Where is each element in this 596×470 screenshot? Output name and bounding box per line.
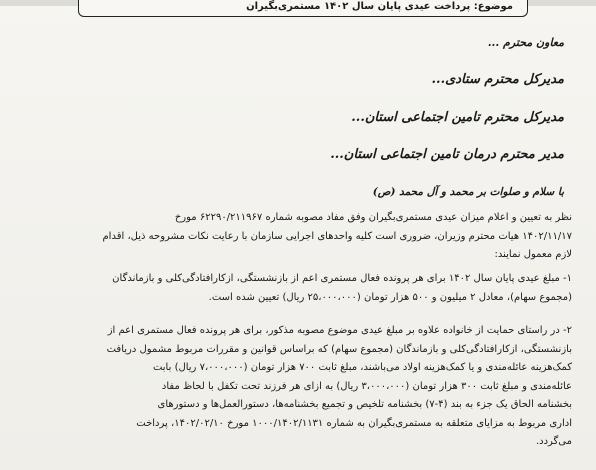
item-1-paragraph bbox=[24, 270, 572, 307]
text-line: (مجموع سهام)، معادل ۲ میلیون و ۵۰۰ هزار تومان (۲۵،۰۰۰،۰۰۰ ریال) تعیین شده است. bbox=[208, 291, 572, 303]
addressee-treatment-director: مدیر محترم درمان تامین اجتماعی استان... bbox=[330, 147, 564, 162]
subject-box bbox=[78, 0, 528, 17]
addressee-province-director: مدیرکل محترم تامین اجتماعی استان... bbox=[351, 110, 564, 125]
text-line: می‌گردد. bbox=[535, 436, 572, 447]
text-line: بخشنامه الحاق یک جزء به بند (۴-۷) بخشنامه تلخیص و تجمیع بخشنامه‌ها، دستورالعمل‌ها و دستورهای bbox=[157, 399, 572, 410]
text-line: نظر به تعیین و اعلام میزان عیدی مستمری‌بگیران وفق مفاد مصوبه شماره ۶۲۲۹۰/۲۱۱۹۶۷ مورخ bbox=[174, 212, 572, 223]
text-line: اداری مربوط به مزایای متعلقه به مستمری‌بگیران به شماره ۱۰۰۰/۱۴۰۲/۱۱۳۱ مورخ ۱۴۰۲/۰۲/۱۰، پرداخت bbox=[136, 417, 572, 429]
addressee-hq-director: مدیرکل محترم ستادی... bbox=[431, 72, 564, 87]
text-line: ۲- در راستای حمایت از خانواده علاوه بر مبلغ عیدی موضوع مصوبه مذکور، برای هر پرونده فعال مستمری اعم از bbox=[107, 325, 572, 336]
text-line: کمک‌هزینه عائله‌مندی و یا کمک‌هزینه اولاد می‌باشند، مبلغ ثابت ۷۰۰ هزار تومان (۷،۰۰۰،۰۰۰ ریال) بابت bbox=[152, 362, 572, 373]
text-line: ۱- مبلغ عیدی پایان سال ۱۴۰۲ برای هر پرونده فعال مستمری اعم از بازنشستگی، ازکارافتادگی‌کلی و بازماندگان bbox=[112, 273, 572, 284]
greeting: با سلام و صلوات بر محمد و آل محمد (ص) bbox=[372, 186, 564, 198]
text-line: ۱۴۰۲/۱۱/۱۷ هیات محترم وزیران، ضروری است کلیه واحدهای اجرایی سازمان با رعایت نکات مشروحه ذیل، اقدام bbox=[102, 230, 572, 242]
text-line: لازم معمول نمایند: bbox=[494, 249, 572, 260]
addressee-deputy: معاون محترم ... bbox=[487, 36, 564, 49]
text-line: بازنشستگی، ازکارافتادگی‌کلی و بازماندگان (مجموع سهام) که براساس قوانین و مقررات مربوط مشمول دریافت bbox=[106, 343, 572, 355]
subject-line: موضوع: پرداخت عیدی پایان سال ۱۴۰۲ مستمری‌بگیران bbox=[246, 1, 513, 12]
intro-paragraph bbox=[24, 209, 572, 265]
item-2-paragraph bbox=[24, 322, 572, 452]
text-line: عائله‌مندی و مبلغ ثابت ۳۰۰ هزار تومان (۳،۰۰۰،۰۰۰ ریال) به ازای هر فرزند تحت تکفل با لحاظ مفاد bbox=[161, 380, 572, 392]
